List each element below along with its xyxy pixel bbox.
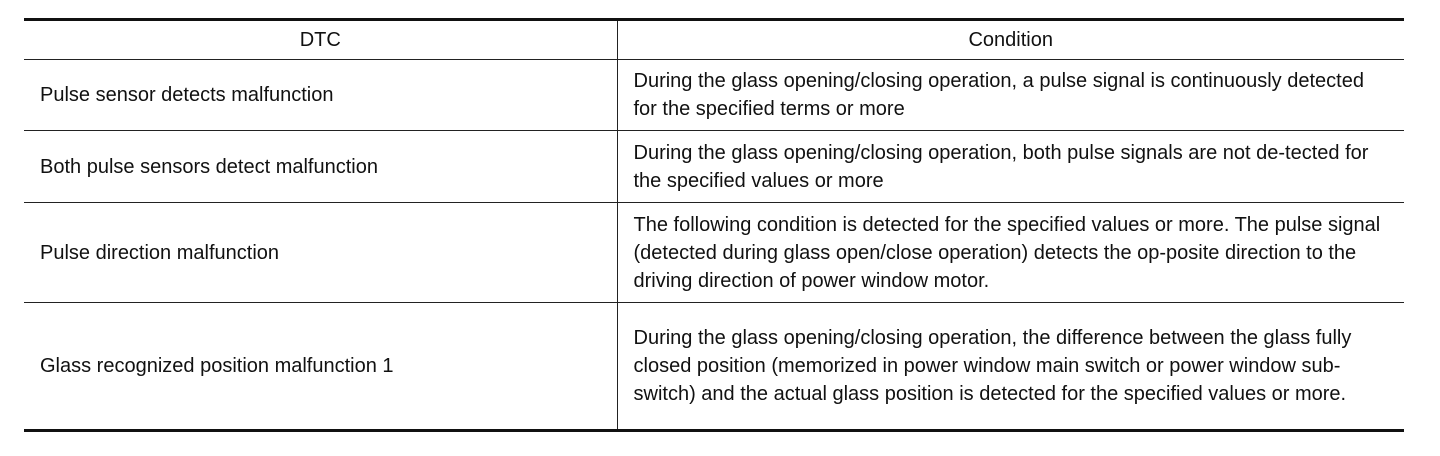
table-header-row	[24, 20, 1404, 60]
column-header-dtc: DTC	[24, 20, 617, 60]
condition-cell: During the glass opening/closing operation, the difference between the glass fully closed position (memorized in power window main switch or power window sub-switch) and the actual glass position is detected for the specified values or more.	[617, 303, 1404, 431]
table-row	[24, 60, 1404, 131]
table-row	[24, 303, 1404, 431]
condition-cell: During the glass opening/closing operation, both pulse signals are not de-tected for the specified values or more	[617, 131, 1404, 203]
dtc-cell: Pulse direction malfunction	[24, 203, 617, 303]
dtc-table-container	[24, 18, 1404, 432]
dtc-cell: Both pulse sensors detect malfunction	[24, 131, 617, 203]
dtc-cell: Pulse sensor detects malfunction	[24, 60, 617, 131]
condition-cell: During the glass opening/closing operation, a pulse signal is continuously detected for the specified terms or more	[617, 60, 1404, 131]
dtc-cell: Glass recognized position malfunction 1	[24, 303, 617, 431]
condition-cell: The following condition is detected for the specified values or more. The pulse signal (detected during glass open/close operation) detects the op-posite direction to the driving direction of power window motor.	[617, 203, 1404, 303]
table-row	[24, 131, 1404, 203]
dtc-condition-table	[24, 18, 1404, 432]
table-row	[24, 203, 1404, 303]
column-header-condition: Condition	[617, 20, 1404, 60]
